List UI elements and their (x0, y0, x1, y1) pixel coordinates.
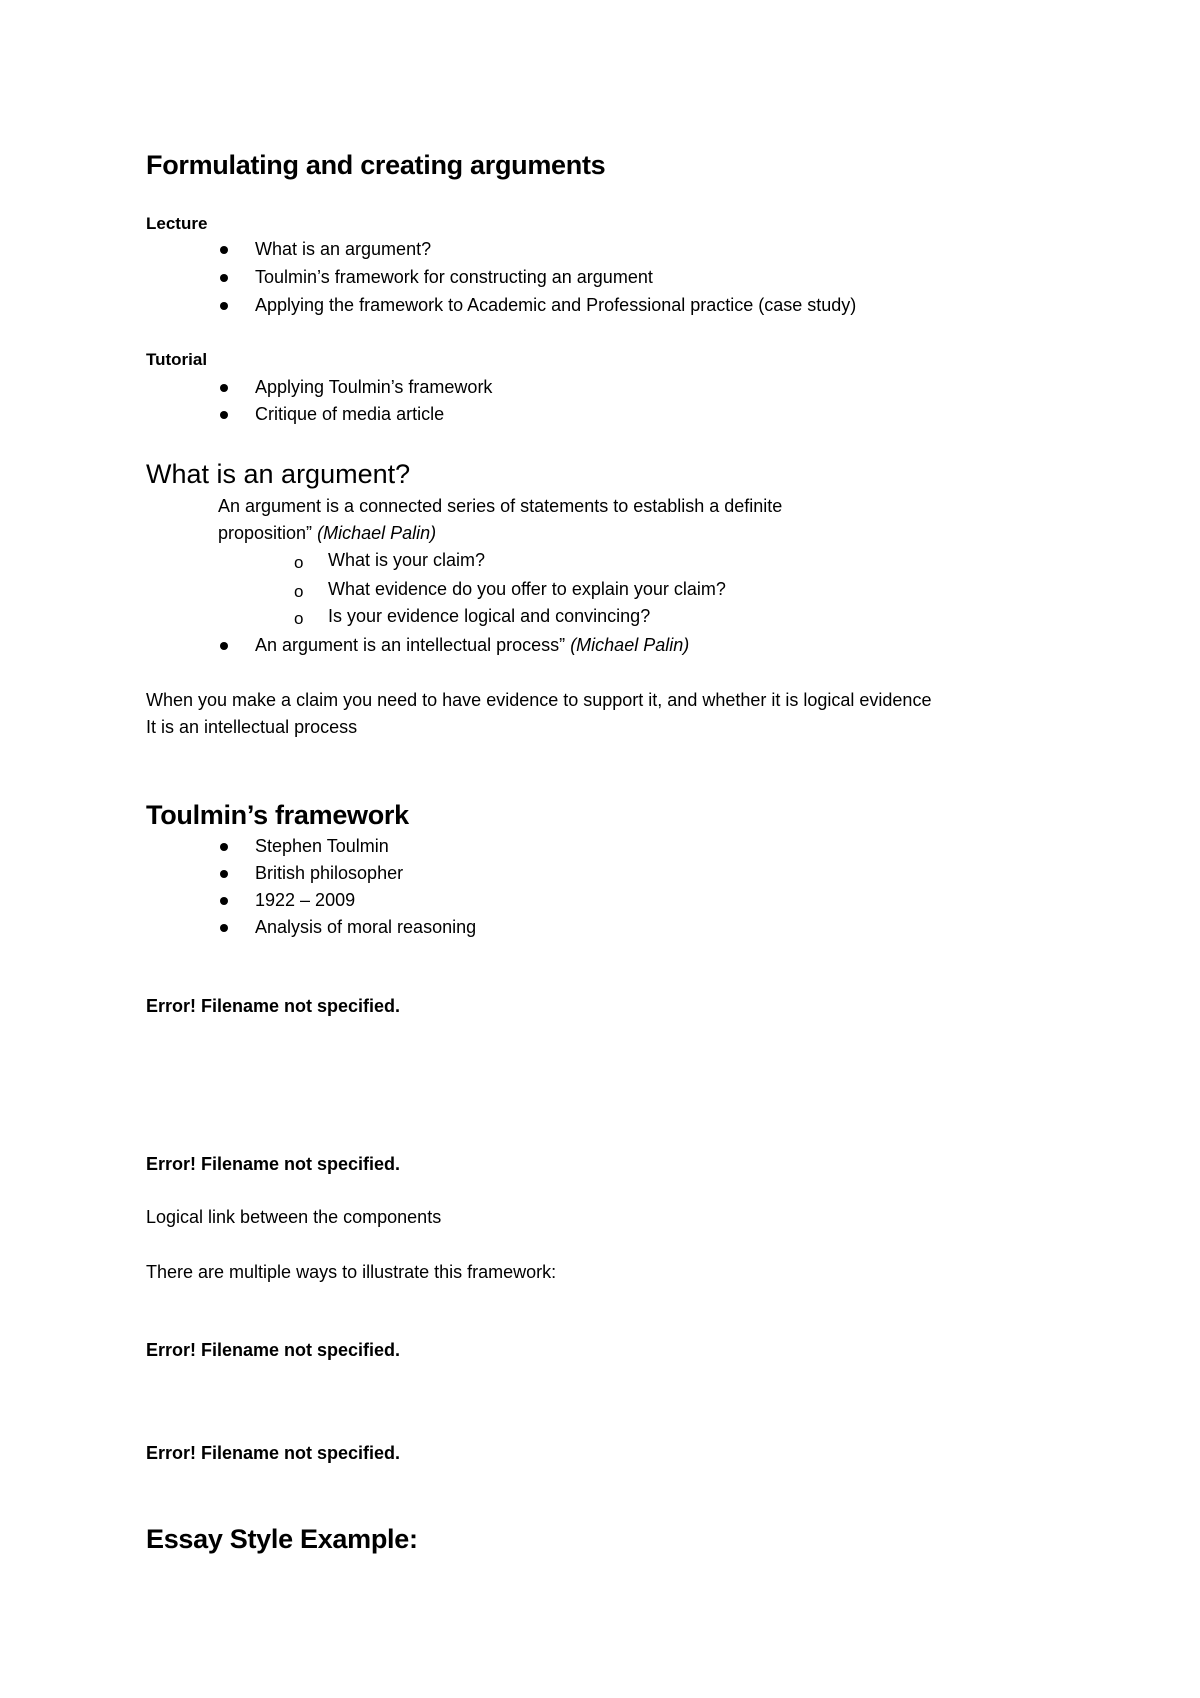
circle-bullet-icon: o (294, 609, 304, 628)
tutorial-heading: Tutorial (146, 350, 208, 369)
toulmin-item: 1922 – 2009 (255, 890, 356, 910)
bullet-icon (220, 924, 228, 932)
argument-quote-line2 (218, 523, 436, 544)
bullet-icon (220, 642, 228, 650)
toulmin-heading: Toulmin’s framework (146, 800, 409, 830)
sub-item: What is your claim? (328, 550, 486, 570)
bullet-icon (220, 870, 228, 878)
toulmin-item: Analysis of moral reasoning (255, 917, 477, 937)
tutorial-item: Applying Toulmin’s framework (255, 377, 493, 397)
bullet-icon (220, 246, 228, 254)
bullet-icon (220, 897, 228, 905)
toulmin-item: Stephen Toulmin (255, 836, 389, 856)
circle-bullet-icon: o (294, 582, 304, 601)
error-message: Error! Filename not specified. (146, 1340, 401, 1360)
argument-heading: What is an argument? (146, 459, 411, 489)
error-message: Error! Filename not specified. (146, 1154, 401, 1174)
sub-item: What evidence do you offer to explain your claim? (328, 579, 726, 599)
error-message: Error! Filename not specified. (146, 996, 401, 1016)
lecture-item: What is an argument? (255, 239, 432, 259)
bullet-icon (220, 411, 228, 419)
sub-item: Is your evidence logical and convincing? (328, 606, 651, 626)
document-title: Formulating and creating arguments (146, 150, 606, 180)
argument-paragraph-line2: It is an intellectual process (146, 717, 358, 737)
quote-text: proposition” (218, 523, 313, 543)
error-message: Error! Filename not specified. (146, 1443, 401, 1463)
logical-link-text: Logical link between the components (146, 1207, 442, 1227)
tutorial-item: Critique of media article (255, 404, 445, 424)
argument-quote-line1: An argument is a connected series of statements to establish a definite (218, 496, 783, 516)
bullet-icon (220, 302, 228, 310)
argument-bullet (255, 635, 689, 656)
circle-bullet-icon: o (294, 553, 304, 572)
essay-heading: Essay Style Example: (146, 1524, 418, 1554)
bullet-icon (220, 843, 228, 851)
bullet-author: (Michael Palin) (570, 635, 690, 655)
lecture-item: Applying the framework to Academic and Professional practice (case study) (255, 295, 857, 315)
lecture-item: Toulmin’s framework for constructing an argument (255, 267, 653, 287)
quote-author: (Michael Palin) (317, 523, 437, 543)
bullet-text: An argument is an intellectual process” (255, 635, 566, 655)
multiple-ways-text: There are multiple ways to illustrate this framework: (146, 1262, 557, 1282)
bullet-icon (220, 384, 228, 392)
bullet-icon (220, 274, 228, 282)
argument-paragraph-line1: When you make a claim you need to have evidence to support it, and whether it is logical evidence (146, 690, 932, 710)
toulmin-item: British philosopher (255, 863, 404, 883)
lecture-heading: Lecture (146, 214, 208, 233)
